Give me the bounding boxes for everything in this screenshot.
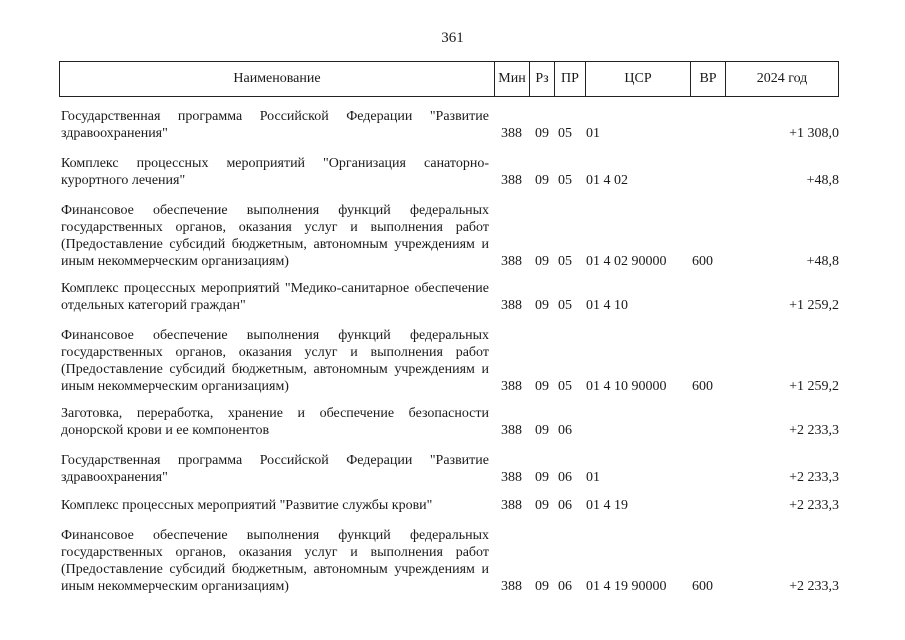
header-rz: Рз xyxy=(530,62,555,97)
row-rz: 09 xyxy=(535,423,549,438)
row-min: 388 xyxy=(501,579,522,594)
row-vr: 600 xyxy=(692,254,713,269)
row-min: 388 xyxy=(501,498,522,513)
table-header xyxy=(59,61,839,97)
row-rz: 09 xyxy=(535,379,549,394)
row-rz: 09 xyxy=(535,254,549,269)
row-name: Финансовое обеспечение выполнения функций федеральных государственных органов, оказания услуг и выполнения работ (Предоставление субсидий бюджетным, автономным учреждениям и иным некоммерческим организациям) xyxy=(61,328,489,394)
header-name: Наименование xyxy=(60,62,495,97)
row-name: Заготовка, переработка, хранение и обеспечение безопасности донорской крови и ее компонентов xyxy=(61,406,489,438)
row-csr: 01 4 02 90000 xyxy=(586,254,667,269)
row-name: Комплекс процессных мероприятий "Организация санаторно-курортного лечения" xyxy=(61,156,489,188)
row-amount: +1 308,0 xyxy=(789,126,839,141)
row-amount: +2 233,3 xyxy=(789,498,839,513)
row-amount: +2 233,3 xyxy=(789,423,839,438)
row-pr: 05 xyxy=(558,254,572,269)
row-name: Государственная программа Российской Федерации "Развитие здравоохранения" xyxy=(61,453,489,485)
row-min: 388 xyxy=(501,423,522,438)
row-name: Комплекс процессных мероприятий "Развитие службы крови" xyxy=(61,498,433,513)
row-rz: 09 xyxy=(535,470,549,485)
row-min: 388 xyxy=(501,254,522,269)
row-rz: 09 xyxy=(535,498,549,513)
row-csr: 01 xyxy=(586,126,600,141)
row-pr: 06 xyxy=(558,579,572,594)
header-vr: ВР xyxy=(691,62,726,97)
row-rz: 09 xyxy=(535,298,549,313)
row-amount: +1 259,2 xyxy=(789,298,839,313)
row-min: 388 xyxy=(501,126,522,141)
row-vr: 600 xyxy=(692,579,713,594)
row-csr: 01 4 19 90000 xyxy=(586,579,667,594)
row-pr: 05 xyxy=(558,298,572,313)
header-min: Мин xyxy=(495,62,530,97)
row-vr: 600 xyxy=(692,379,713,394)
header-csr: ЦСР xyxy=(586,62,691,97)
row-csr: 01 4 02 xyxy=(586,173,628,188)
row-pr: 05 xyxy=(558,379,572,394)
row-pr: 06 xyxy=(558,470,572,485)
row-rz: 09 xyxy=(535,173,549,188)
row-min: 388 xyxy=(501,470,522,485)
row-rz: 09 xyxy=(535,579,549,594)
row-amount: +1 259,2 xyxy=(789,379,839,394)
row-name: Комплекс процессных мероприятий "Медико-санитарное обеспечение отдельных категорий граждан" xyxy=(61,281,489,313)
header-row xyxy=(60,62,839,97)
row-pr: 06 xyxy=(558,498,572,513)
row-name: Государственная программа Российской Федерации "Развитие здравоохранения" xyxy=(61,109,489,141)
row-pr: 05 xyxy=(558,126,572,141)
header-pr: ПР xyxy=(555,62,586,97)
row-name: Финансовое обеспечение выполнения функций федеральных государственных органов, оказания услуг и выполнения работ (Предоставление субсидий бюджетным, автономным учреждениям и иным некоммерческим организациям) xyxy=(61,203,489,269)
row-pr: 06 xyxy=(558,423,572,438)
row-name: Финансовое обеспечение выполнения функций федеральных государственных органов, оказания услуг и выполнения работ (Предоставление субсидий бюджетным, автономным учреждениям и иным некоммерческим организациям) xyxy=(61,528,489,594)
row-rz: 09 xyxy=(535,126,549,141)
row-csr: 01 4 19 xyxy=(586,498,628,513)
row-csr: 01 4 10 xyxy=(586,298,628,313)
row-amount: +48,8 xyxy=(806,254,839,269)
row-min: 388 xyxy=(501,298,522,313)
header-year: 2024 год xyxy=(726,62,839,97)
row-amount: +2 233,3 xyxy=(789,579,839,594)
row-min: 388 xyxy=(501,173,522,188)
row-csr: 01 4 10 90000 xyxy=(586,379,667,394)
row-min: 388 xyxy=(501,379,522,394)
row-pr: 05 xyxy=(558,173,572,188)
row-amount: +48,8 xyxy=(806,173,839,188)
row-csr: 01 xyxy=(586,470,600,485)
row-amount: +2 233,3 xyxy=(789,470,839,485)
page-number: 361 xyxy=(441,30,464,46)
